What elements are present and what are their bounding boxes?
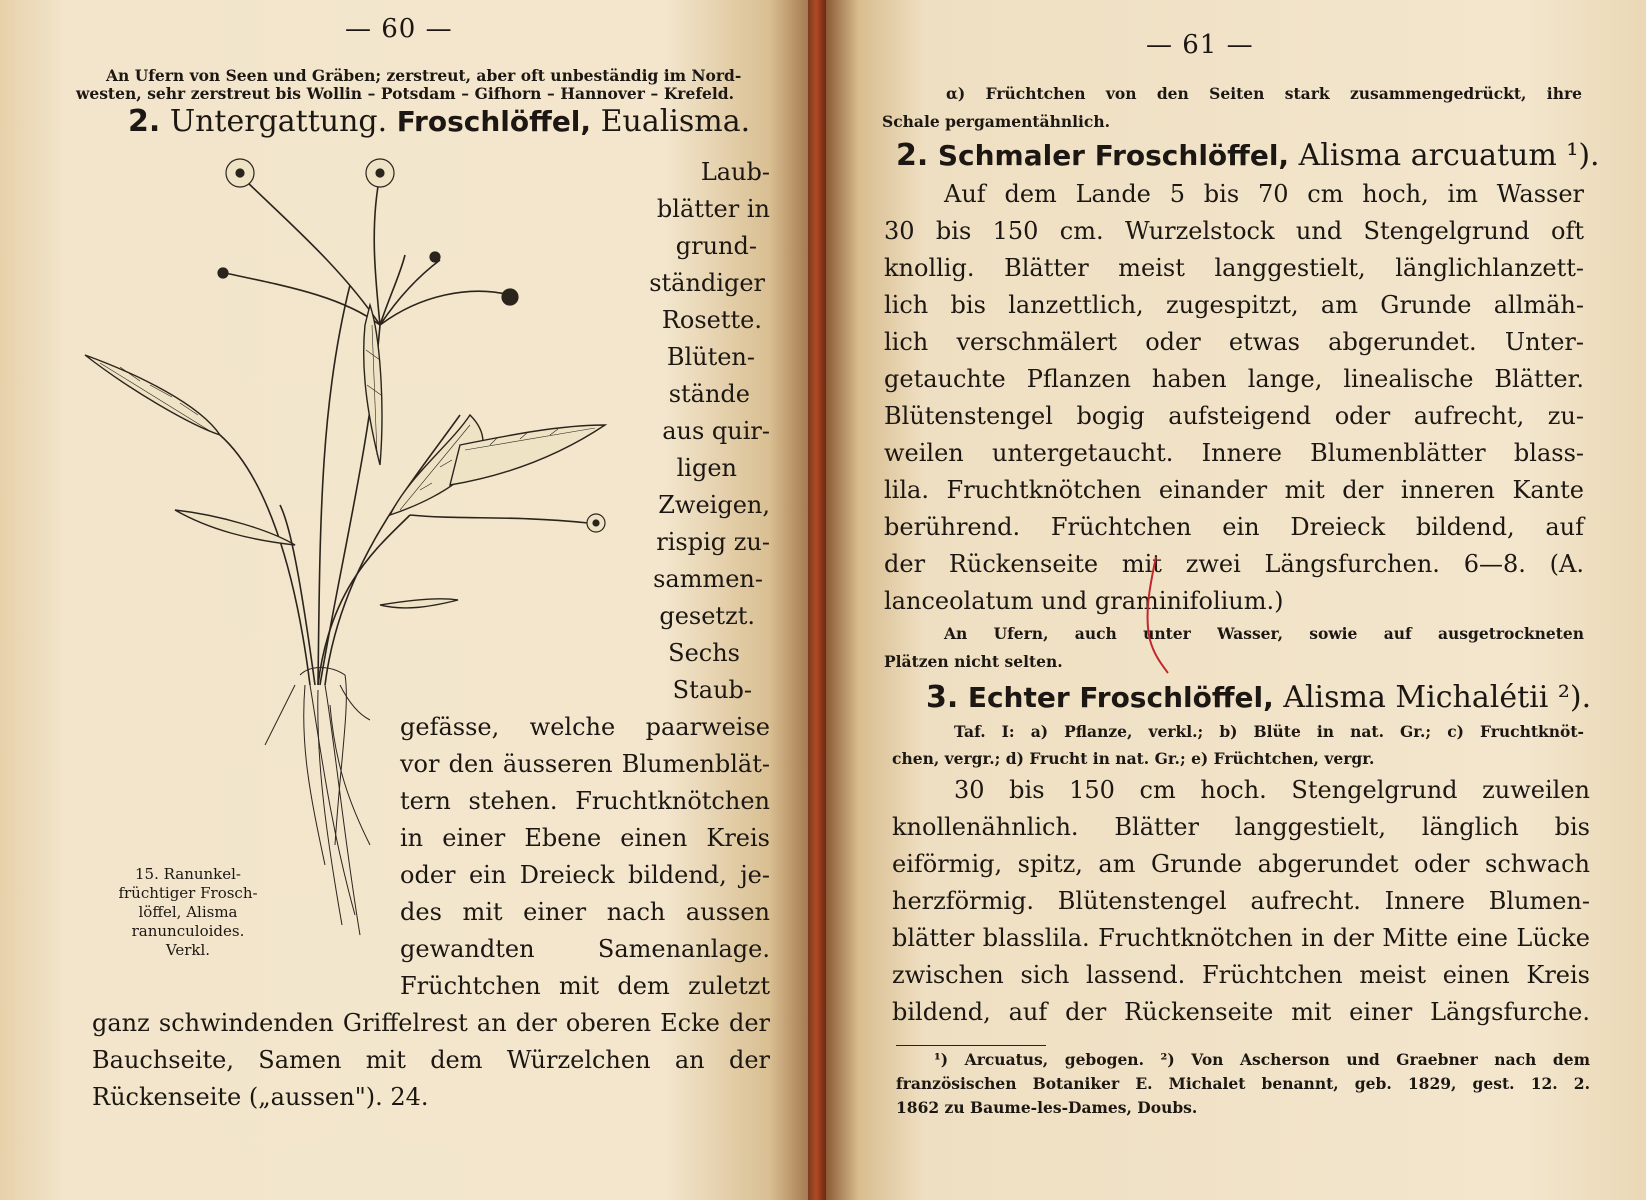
footnote-line: 1862 zu Baume-les-Dames, Doubs.	[896, 1098, 1198, 1117]
body-line: bildend, auf der Rückenseite mit einer Längsfurche.	[892, 998, 1590, 1026]
body-line: Auf dem Lande 5 bis 70 cm hoch, im Wasser	[944, 180, 1584, 208]
body-line: Zweigen,	[658, 491, 770, 519]
left-page	[0, 0, 810, 1200]
body-line: ständiger	[649, 269, 765, 297]
body-line: stände	[668, 380, 750, 408]
plate-line: Taf. I: a) Pflanze, verkl.; b) Blüte in nat. Gr.; c) Fruchtknöt-	[954, 722, 1584, 741]
body-line: lila. Fruchtknötchen einander mit der inneren Kante	[884, 476, 1584, 504]
body-line: aus quir-	[662, 417, 770, 445]
body-line: ganz schwindenden Griffelrest an der oberen Ecke der	[92, 1009, 770, 1037]
body-line: herzförmig. Blütenstengel aufrecht. Innere Blumen-	[892, 887, 1590, 915]
habitat-line: Plätzen nicht selten.	[884, 652, 1063, 671]
book-gutter	[808, 0, 828, 1200]
body-line: knollig. Blätter meist langgestielt, länglichlanzett-	[884, 254, 1584, 282]
intro-line: α) Früchtchen von den Seiten stark zusammengedrückt, ihre	[946, 84, 1582, 103]
body-line: Rückenseite („aussen"). 24.	[92, 1083, 429, 1111]
body-line: der Rückenseite mit zwei Längsfurchen. 6—8. (A.	[884, 550, 1584, 578]
body-line: in einer Ebene einen Kreis	[400, 824, 770, 852]
body-line: des mit einer nach aussen	[400, 898, 770, 926]
body-line: sammen-	[653, 565, 763, 593]
body-line: blätter blasslila. Fruchtknötchen in der Mitte eine Lücke	[892, 924, 1590, 952]
caption-line: Verkl.	[165, 941, 211, 959]
body-line: Früchtchen mit dem zuletzt	[400, 972, 770, 1000]
section-number: 2.	[128, 104, 161, 139]
footnote-line: französischen Botaniker E. Michalet benannt, geb. 1829, gest. 12. 2.	[896, 1074, 1590, 1093]
species-name: Echter Froschlöffel,	[967, 681, 1274, 714]
body-line: getauchte Pflanzen haben lange, linealische Blätter.	[884, 365, 1584, 393]
habitat-line: An Ufern, auch unter Wasser, sowie auf ausgetrockneten	[944, 624, 1584, 643]
intro-line: Schale pergamentähnlich.	[882, 112, 1110, 131]
species-heading	[926, 680, 1591, 715]
species-number: 3.	[926, 680, 959, 715]
body-line: gefässe, welche paarweise	[400, 713, 770, 741]
caption-line: löffel, Alisma	[138, 903, 238, 921]
section-label: Untergattung.	[169, 104, 388, 139]
caption-line: ranunculoides.	[131, 922, 245, 940]
species-name: Schmaler Froschlöffel,	[937, 139, 1290, 172]
footnote-line: ¹) Arcuatus, gebogen. ²) Von Ascherson und Graebner nach dem	[934, 1050, 1590, 1069]
body-line: oder ein Dreieck bildend, je-	[400, 861, 770, 889]
body-line: lich verschmälert oder etwas abgerundet. Unter-	[884, 328, 1584, 356]
body-line: weilen untergetaucht. Innere Blumenblätter blass-	[884, 439, 1584, 467]
body-line: rispig zu-	[656, 528, 770, 556]
body-line: Blüten-	[666, 343, 755, 371]
body-line: Bauchseite, Samen mit dem Würzelchen an der	[92, 1046, 770, 1074]
body-line: blätter in	[656, 195, 770, 223]
body-line: Rosette.	[661, 306, 762, 334]
pencil-mark	[1136, 555, 1176, 675]
body-line: eiförmig, spitz, am Grunde abgerundet oder schwach	[892, 850, 1590, 878]
section-heading	[128, 104, 750, 139]
page-number: — 61 —	[1146, 30, 1254, 60]
species-latin: Alisma Michalétii ²).	[1283, 680, 1592, 715]
body-line: grund-	[675, 232, 757, 260]
body-line: gewandten Samenanlage.	[400, 935, 770, 963]
species-heading	[896, 138, 1600, 173]
body-line: Staub-	[672, 676, 752, 704]
caption-line: 15. Ranunkel-	[134, 865, 242, 883]
body-line: lich bis lanzettlich, zugespitzt, am Grunde allmäh-	[884, 291, 1584, 319]
body-line: Laub-	[700, 158, 770, 186]
species-number: 2.	[896, 138, 929, 173]
body-line: vor den äusseren Blumenblät-	[400, 750, 770, 778]
body-line: Sechs	[668, 639, 740, 667]
figure-caption	[88, 865, 288, 960]
body-line: knollenähnlich. Blätter langgestielt, länglich bis	[892, 813, 1590, 841]
page-number: — 60 —	[345, 14, 453, 44]
body-line: lanceolatum und graminifolium.)	[884, 587, 1284, 615]
habitat-line: An Ufern von Seen und Gräben; zerstreut, aber oft unbeständig im Nord-	[106, 66, 742, 85]
body-line: zwischen sich lassend. Früchtchen meist einen Kreis	[892, 961, 1590, 989]
species-latin: Alisma arcuatum ¹).	[1298, 138, 1600, 173]
body-line: gesetzt.	[659, 602, 755, 630]
plate-line: chen, vergr.; d) Frucht in nat. Gr.; e) Früchtchen, vergr.	[892, 749, 1375, 768]
body-line: 30 bis 150 cm hoch. Stengelgrund zuweilen	[954, 776, 1590, 804]
body-line: Blütenstengel bogig aufsteigend oder aufrecht, zu-	[884, 402, 1584, 430]
footnote-rule	[896, 1045, 1046, 1046]
body-line: 30 bis 150 cm. Wurzelstock und Stengelgrund oft	[884, 217, 1584, 245]
caption-line: früchtiger Frosch-	[118, 884, 258, 902]
body-line: berührend. Früchtchen ein Dreieck bildend, auf	[884, 513, 1584, 541]
section-name: Froschlöffel,	[396, 105, 592, 138]
right-page	[826, 0, 1646, 1200]
body-line: tern stehen. Fruchtknötchen	[400, 787, 770, 815]
habitat-line: westen, sehr zerstreut bis Wollin – Potsdam – Gifhorn – Hannover – Krefeld.	[76, 84, 734, 103]
body-line: ligen	[676, 454, 737, 482]
section-latin: Eualisma.	[600, 104, 751, 139]
